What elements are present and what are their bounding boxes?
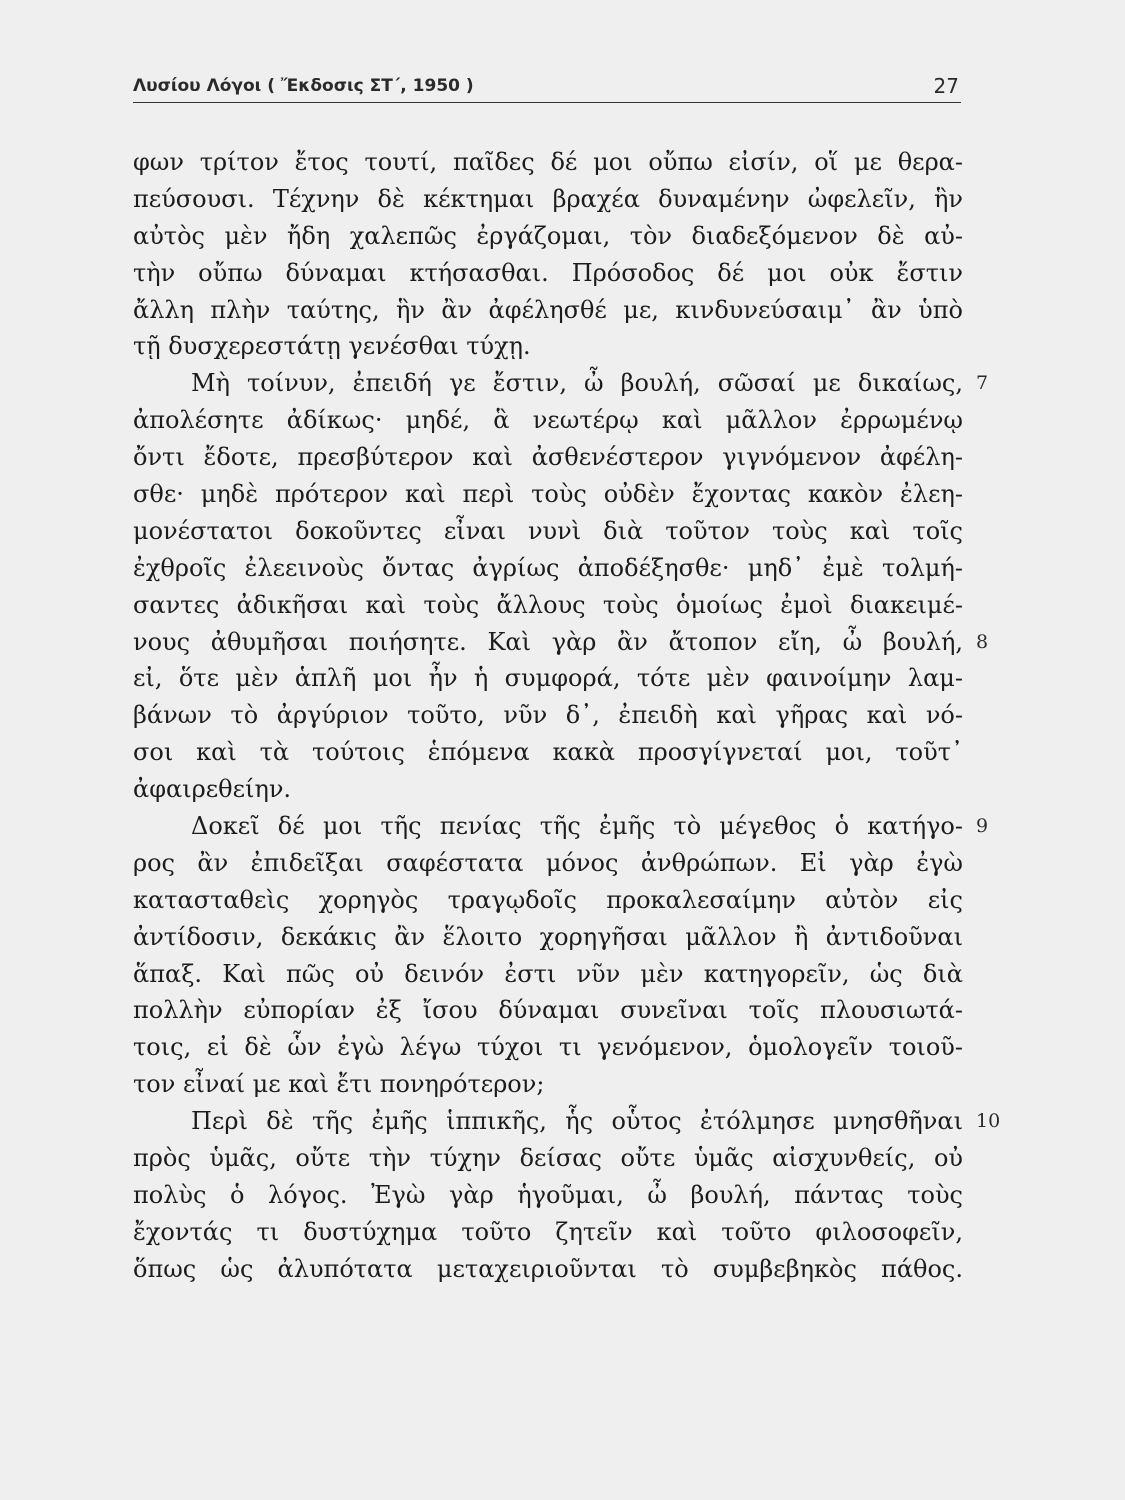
text-line: εἰ, ὅτε μὲν ἁπλῆ μοι ἦν ἡ συμφορά, τότε μὲν φαινοίμην λαμ-	[133, 664, 963, 693]
text-line: βάνων τὸ ἀργύριον τοῦτο, νῦν δ᾽, ἐπειδὴ καὶ γῆρας καὶ νό-	[133, 701, 963, 730]
text-line: ἅπαξ. Καὶ πῶς οὐ δεινόν ἐστι νῦν μὲν κατηγορεῖν, ὡς διὰ	[133, 959, 963, 988]
text-line: ἐχθροῖς ἐλεεινοὺς ὄντας ἀγρίως ἀποδέξησθε· μηδ᾽ ἐμὲ τολμή-	[133, 553, 963, 582]
text-line: Περὶ δὲ τῆς ἐμῆς ἱππικῆς, ἧς οὗτος ἐτόλμησε μνησθῆναι 10	[133, 1103, 963, 1140]
text-line: τοις, εἰ δὲ ὧν ἐγὼ λέγω τύχοι τι γενόμενον, ὁμολογεῖν τοιοῦ-	[133, 1033, 963, 1062]
text-line: τον εἶναί με καὶ ἔτι πονηρότερον;	[133, 1070, 545, 1099]
text-line: ρος ἂν ἐπιδεῖξαι σαφέστατα μόνος ἀνθρώπων. Εἰ γὰρ ἐγὼ	[133, 848, 963, 877]
text-line: αὐτὸς μὲν ἤδη χαλεπῶς ἐργάζομαι, τὸν διαδεξόμενον δὲ αὐ-	[133, 221, 963, 250]
text-line: νους ἀθυμῆσαι ποιήσητε. Καὶ γὰρ ἂν ἄτοπον εἴη, ὦ βουλή, 8	[133, 624, 963, 661]
text-line: Δοκεῖ δέ μοι τῆς πενίας τῆς ἐμῆς τὸ μέγεθος ὁ κατήγο- 9	[133, 808, 963, 845]
text-line: τῇ δυσχερεστάτῃ γενέσθαι τύχῃ.	[133, 332, 531, 361]
section-number: 9	[976, 815, 989, 838]
section-number: 7	[976, 372, 989, 395]
running-header	[133, 76, 961, 103]
text-line: σοι καὶ τὰ τούτοις ἑπόμενα κακὰ προσγίγνεταί μοι, τοῦτ᾽	[133, 738, 963, 767]
text-line: τὴν οὔπω δύναμαι κτήσασθαι. Πρόσοδος δέ μοι οὐκ ἔστιν	[133, 258, 963, 287]
text-line: πεύσουσι. Τέχνην δὲ κέκτημαι βραχέα δυναμένην ὠφελεῖν, ἣν	[133, 184, 963, 213]
text-line: ἀφαιρεθείην.	[133, 775, 292, 804]
text-line: σαντες ἀδικῆσαι καὶ τοὺς ἄλλους τοὺς ὁμοίως ἐμοὶ διακειμέ-	[133, 590, 963, 619]
text-line: Μὴ τοίνυν, ἐπειδή γε ἔστιν, ὦ βουλή, σῶσαί με δικαίως, 7	[133, 365, 963, 402]
section-number: 10	[976, 1110, 1001, 1133]
text-line: κατασταθεὶς χορηγὸς τραγῳδοῖς προκαλεσαίμην αὐτὸν εἰς	[133, 885, 963, 914]
body-text	[133, 144, 1001, 1288]
text-line: ἀπολέσητε ἀδίκως· μηδέ, ἃ νεωτέρῳ καὶ μᾶλλον ἐρρωμένῳ	[133, 406, 963, 435]
page-number: 27	[933, 74, 959, 98]
text-line: ἄλλη πλὴν ταύτης, ἣν ἂν ἀφέλησθέ με, κινδυνεύσαιμ᾽ ἂν ὑπὸ	[133, 295, 963, 324]
text-line: πολὺς ὁ λόγος. Ἐγὼ γὰρ ἡγοῦμαι, ὦ βουλή, πάντας τοὺς	[133, 1180, 963, 1209]
text-line: ἔχοντάς τι δυστύχημα τοῦτο ζητεῖν καὶ τοῦτο φιλοσοφεῖν,	[133, 1217, 963, 1246]
book-title: Λυσίου Λόγοι ( Ἔκδοσις ΣΤ΄, 1950 )	[133, 76, 474, 96]
text-line: πολλὴν εὐπορίαν ἐξ ἴσου δύναμαι συνεῖναι τοῖς πλουσιωτά-	[133, 996, 963, 1025]
text-line: σθε· μηδὲ πρότερον καὶ περὶ τοὺς οὐδὲν ἔχοντας κακὸν ἐλεη-	[133, 480, 963, 509]
text-line: φων τρίτον ἔτος τουτί, παῖδες δέ μοι οὔπω εἰσίν, οἵ με θερα-	[133, 148, 963, 176]
text-line: πρὸς ὑμᾶς, οὔτε τὴν τύχην δείσας οὔτε ὑμᾶς αἰσχυνθείς, οὐ	[133, 1144, 963, 1173]
text-line: ἀντίδοσιν, δεκάκις ἂν ἕλοιτο χορηγῆσαι μᾶλλον ἢ ἀντιδοῦναι	[133, 922, 963, 951]
text-line: ὅπως ὡς ἀλυπότατα μεταχειριοῦνται τὸ συμβεβηκὸς πάθος.	[133, 1254, 963, 1283]
text-line: ὄντι ἔδοτε, πρεσβύτερον καὶ ἀσθενέστερον γιγνόμενον ἀφέλη-	[133, 443, 963, 472]
text-line: μονέστατοι δοκοῦντες εἶναι νυνὶ διὰ τοῦτον τοὺς καὶ τοῖς	[133, 516, 963, 545]
section-number: 8	[976, 630, 989, 653]
